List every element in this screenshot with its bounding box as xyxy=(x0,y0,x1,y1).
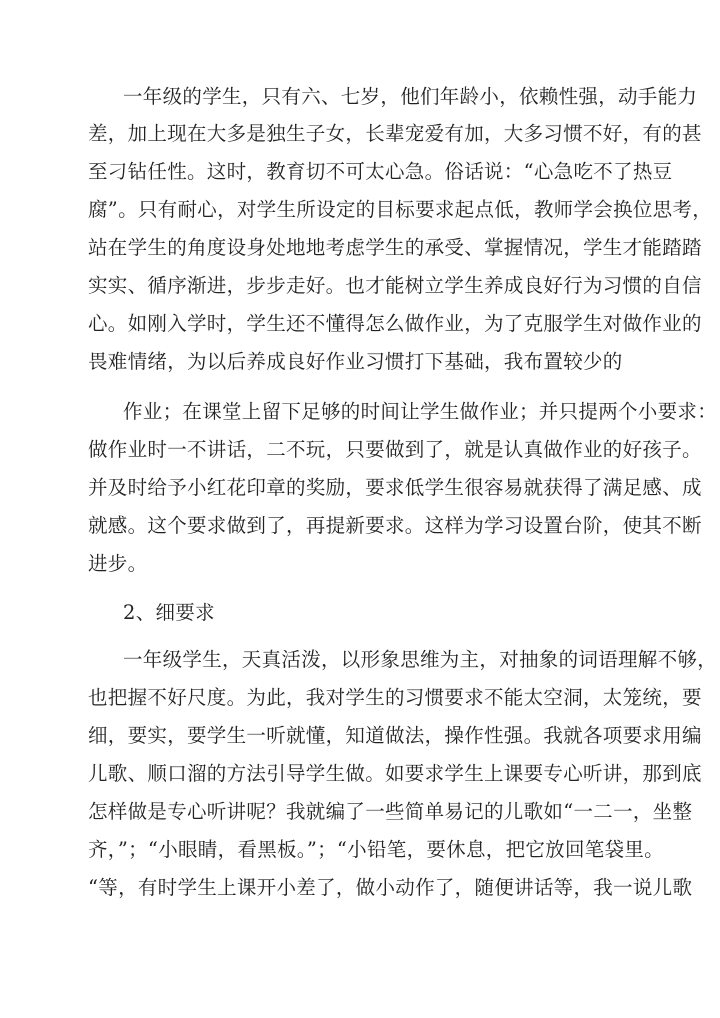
text-line: 差，加上现在大多是独生子女，长辈宠爱有加，大多习惯不好，有的甚 xyxy=(88,122,702,145)
text-line: 进步。 xyxy=(88,552,148,575)
text-line: 站在学生的角度设身处地地考虑学生的承受、掌握情况，学生才能踏踏 xyxy=(88,236,702,259)
text-line: 并及时给予小红花印章的奖励，要求低学生很容易就获得了满足感、成 xyxy=(88,476,702,499)
text-line: 心。如刚入学时，学生还不懂得怎么做作业，为了克服学生对做作业的 xyxy=(88,312,702,335)
text-line: 怎样做是专心听讲呢？我就编了一些简单易记的儿歌如“一二一，坐整 xyxy=(88,800,693,823)
text-line: 腐”。只有耐心，对学生所设定的目标要求起点低，教师学会换位思考， xyxy=(88,198,713,221)
text-line: “等，有时学生上课开小差了，做小动作了，随便讲话等，我一说儿歌 xyxy=(88,876,693,899)
text-line: 作业；在课堂上留下足够的时间让学生做作业；并只提两个小要求： xyxy=(123,400,718,423)
text-line: 畏难情绪，为以后养成良好作业习惯打下基础，我布置较少的 xyxy=(88,350,623,373)
text-line: 就感。这个要求做到了，再提新要求。这样为学习设置台阶，使其不断 xyxy=(88,514,702,537)
text-line: 儿歌、顺口溜的方法引导学生做。如要求学生上课要专心听讲，那到底 xyxy=(88,762,702,785)
section-heading: 2、细要求 xyxy=(123,601,215,624)
text-line: 也把握不好尺度。为此，我对学生的习惯要求不能太空洞，太笼统，要 xyxy=(88,686,702,709)
text-line: 做作业时一不讲话，二不玩，只要做到了，就是认真做作业的好孩子。 xyxy=(88,438,702,461)
text-line: 至刁钻任性。这时，教育切不可太心急。俗话说：“心急吃不了热豆 xyxy=(88,160,673,183)
text-line: 细，要实，要学生一听就懂，知道做法，操作性强。我就各项要求用编 xyxy=(88,724,702,747)
text-line: 一年级学生，天真活泼，以形象思维为主，对抽象的词语理解不够， xyxy=(123,648,718,671)
text-line: 齐，”；“小眼睛，看黑板。”；“小铅笔，要休息，把它放回笔袋里。 xyxy=(88,838,664,861)
text-line: 一年级的学生，只有六、七岁，他们年龄小，依赖性强，动手能力 xyxy=(123,85,698,108)
text-line: 实实、循序渐进，步步走好。也才能树立学生养成良好行为习惯的自信 xyxy=(88,274,702,297)
